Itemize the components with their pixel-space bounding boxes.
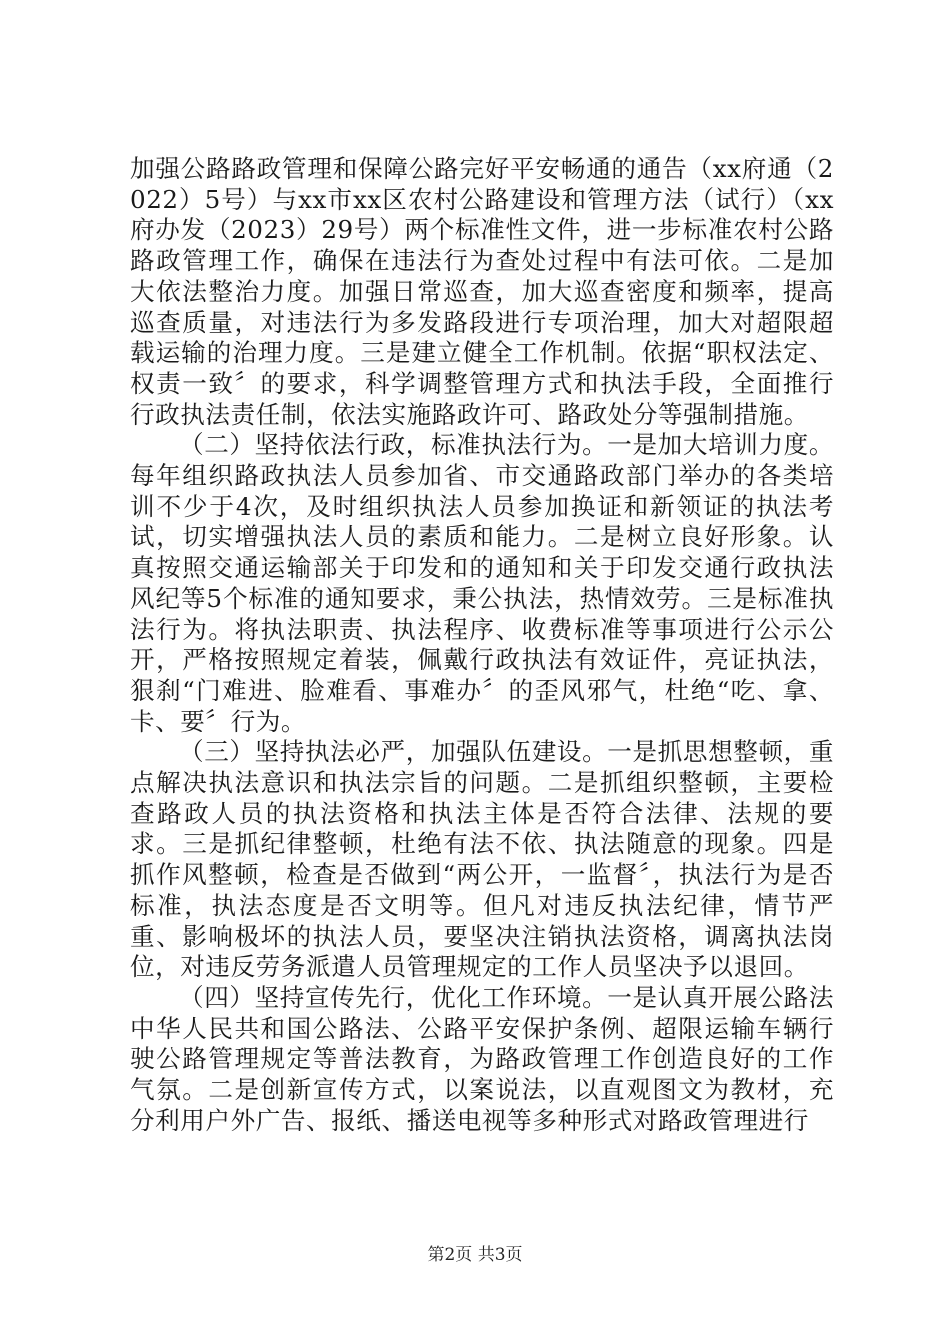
page-number-footer: 第2页 共3页 [427, 1245, 523, 1265]
paragraph-section-3: （三）坚持执法必严，加强队伍建设。一是抓思想整顿，重点解决执法意识和执法宗旨的问题。二是抓组织整顿，主要检查路政人员的执法资格和执法主体是否符合法律、法规的要求。三是抓纪律整顿，杜绝有法不依、执法随意的现象。四是抓作风整顿，检查是否做到“两公开，一监督〞，执法行为是否标准，执法态度是否文明等。但凡对违反执法纪律，情节严重、影响极坏的执法人员，要坚决注销执法资格，调离执法岗位，对违反劳务派遣人员管理规定的工作人员坚决予以退回。 [130, 737, 834, 982]
paragraph-continuation: 加强公路路政管理和保障公路完好平安畅通的通告（xx府通（2022）5号）与xx市xx区农村公路建设和管理方法（试行）（xx府办发（2023）29号）两个标准性文件，进一步标准农村公路路政管理工作，确保在违法行为查处过程中有法可依。二是加大依法整治力度。加强日常巡查，加大巡查密度和频率，提高巡查质量，对违法行为多发路段进行专项治理，加大对超限超载运输的治理力度。三是建立健全工作机制。依据“职权法定、权责一致〞的要求，科学调整管理方式和执法手段，全面推行行政执法责任制，依法实施路政许可、路政处分等强制措施。 [130, 154, 834, 429]
document-body [130, 154, 834, 1137]
paragraph-section-2: （二）坚持依法行政，标准执法行为。一是加大培训力度。每年组织路政执法人员参加省、市交通路政部门举办的各类培训不少于4次，及时组织执法人员参加换证和新领证的执法考试，切实增强执法人员的素质和能力。二是树立良好形象。认真按照交通运输部关于印发和的通知和关于印发交通行政执法风纪等5个标准的通知要求，秉公执法，热情效劳。三是标准执法行为。将执法职责、执法程序、收费标准等事项进行公示公开，严格按照规定着装，佩戴行政执法有效证件，亮证执法，狠刹“门难进、脸难看、事难办〞的歪风邪气，杜绝“吃、拿、卡、要〞行为。 [130, 430, 834, 736]
paragraph-section-4: （四）坚持宣传先行，优化工作环境。一是认真开展公路法中华人民共和国公路法、公路平安保护条例、超限运输车辆行驶公路管理规定等普法教育，为路政管理工作创造良好的工作气氛。二是创新宣传方式，以案说法，以直观图文为教材，充分利用户外广告、报纸、播送电视等多种形式对路政管理进行 [130, 982, 834, 1135]
